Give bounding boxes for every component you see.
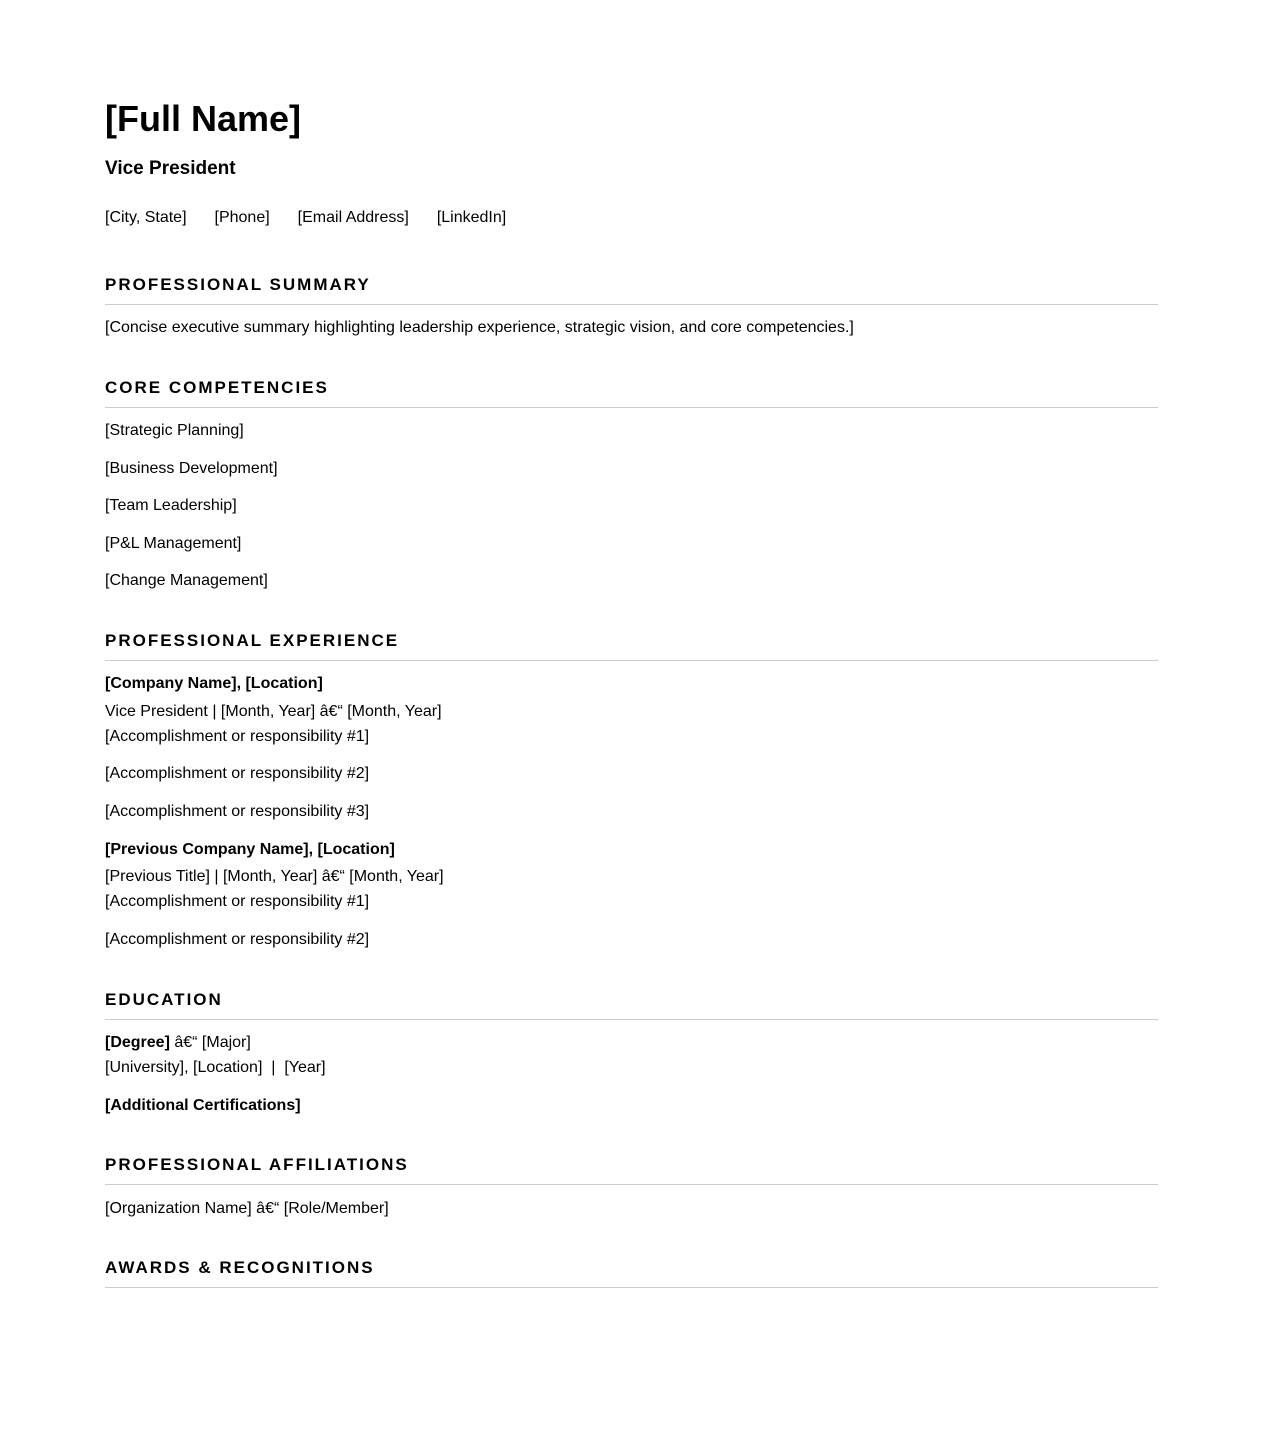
job-title: Vice President: [105, 158, 236, 179]
section-heading: CORE COMPETENCIES: [105, 378, 1158, 408]
contact-email: [Email Address]: [297, 209, 409, 226]
education-major: â€“ [Major]: [169, 1034, 251, 1051]
job-company: [Company Name], [Location]: [105, 675, 323, 692]
education-certifications: [Additional Certifications]: [105, 1097, 301, 1114]
section-summary: [105, 275, 1158, 336]
competency-item: [Team Leadership]: [105, 497, 237, 514]
education-degree-line: [105, 1033, 251, 1053]
job-role-dates: [Previous Title] | [Month, Year] â€“ [Month, Year]: [105, 868, 444, 885]
education-degree: [Degree]: [105, 1034, 170, 1051]
job-item: [Accomplishment or responsibility #3]: [105, 803, 370, 820]
section-education: [105, 990, 1158, 1114]
contact-location: [City, State]: [105, 209, 187, 226]
job-item: [Accomplishment or responsibility #2]: [105, 765, 370, 782]
contact-line: [105, 208, 506, 228]
contact-linkedin: [LinkedIn]: [436, 209, 507, 226]
section-affiliations: [105, 1155, 1158, 1217]
competency-item: [P&L Management]: [105, 535, 242, 552]
full-name: [Full Name]: [105, 98, 302, 139]
job-item: [Accomplishment or responsibility #2]: [105, 931, 370, 948]
summary-text: [Concise executive summary highlighting leadership experience, strategic vision, and core competencies.]: [105, 319, 854, 336]
education-university: [University], [Location] | [Year]: [105, 1059, 326, 1076]
affiliation-item: [Organization Name] â€“ [Role/Member]: [105, 1200, 389, 1217]
section-heading: PROFESSIONAL AFFILIATIONS: [105, 1155, 1158, 1185]
competency-item: [Business Development]: [105, 460, 278, 477]
section-heading: PROFESSIONAL EXPERIENCE: [105, 631, 1158, 661]
section-heading: EDUCATION: [105, 990, 1158, 1020]
job-item: [Accomplishment or responsibility #1]: [105, 728, 370, 745]
section-heading: AWARDS & RECOGNITIONS: [105, 1258, 1158, 1288]
job-role-dates: Vice President | [Month, Year] â€“ [Month, Year]: [105, 703, 442, 720]
job-item: [Accomplishment or responsibility #1]: [105, 893, 370, 910]
competency-item: [Strategic Planning]: [105, 422, 244, 439]
contact-phone: [Phone]: [214, 209, 270, 226]
job-company: [Previous Company Name], [Location]: [105, 841, 395, 858]
section-awards: [105, 1258, 1158, 1288]
section-competencies: [105, 378, 1158, 589]
section-heading: PROFESSIONAL SUMMARY: [105, 275, 1158, 305]
competency-item: [Change Management]: [105, 572, 268, 589]
section-experience: [105, 631, 1158, 948]
